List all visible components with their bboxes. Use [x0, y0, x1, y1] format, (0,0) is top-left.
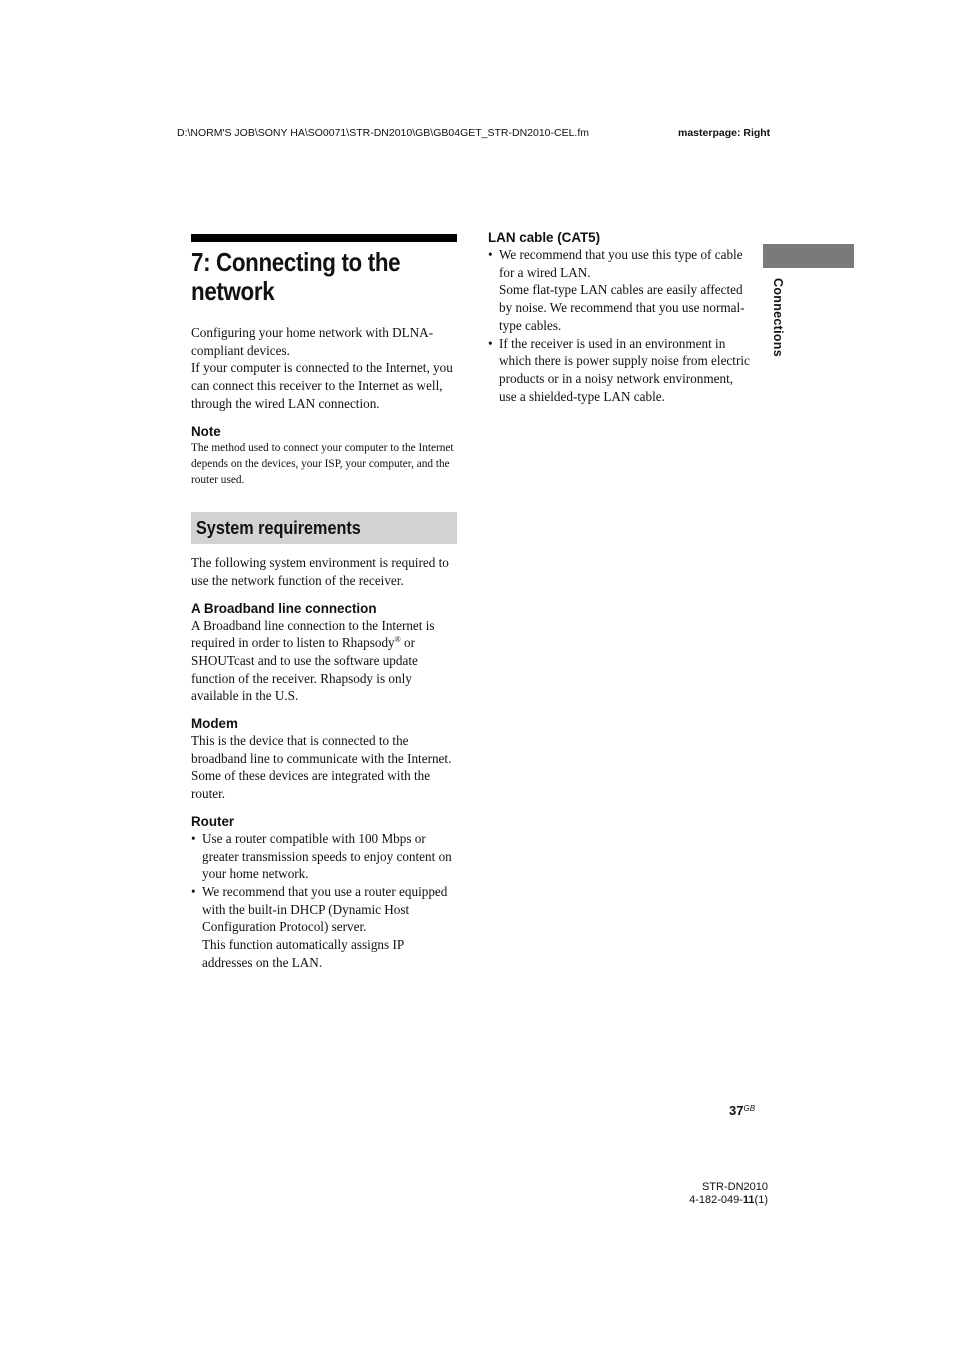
right-column — [488, 230, 750, 405]
model-info — [689, 1181, 768, 1206]
bullet: • — [488, 247, 493, 262]
page-number-value: 37 — [729, 1103, 744, 1118]
page-number-suffix: GB — [743, 1104, 756, 1113]
lan-cable-heading: LAN cable (CAT5) — [488, 230, 601, 245]
bullet: • — [488, 335, 493, 351]
masterpage-label: masterpage: Right — [678, 127, 771, 139]
part-code-suffix: (1) — [754, 1193, 768, 1206]
router-list — [191, 830, 457, 972]
side-tab-label: Connections — [771, 278, 785, 357]
broadband-text — [191, 617, 457, 706]
lan-item-2: If the receiver is used in an environment in which there is power supply noise from electric products or in a noisy network environment, use a shielded-type LAN cable. — [499, 335, 750, 404]
system-requirements-intro: The following system environment is required to use the network function of the receiver. — [191, 555, 449, 588]
list-item — [488, 335, 750, 406]
modem-heading: Modem — [191, 716, 238, 732]
intro-paragraph-2: If your computer is connected to the Internet, you can connect this receiver to the Internet as well, through the wired LAN connection. — [191, 360, 453, 411]
router-item-1: Use a router compatible with 100 Mbps or greater transmission speeds to enjoy content on your home network. — [202, 830, 452, 882]
intro-paragraph-1: Configuring your home network with DLNA-compliant devices. — [191, 325, 434, 358]
lan-item-1: We recommend that you use this type of cable for a wired LAN. — [499, 247, 743, 280]
page-number — [729, 1103, 755, 1118]
page-title: 7: Connecting to the network — [191, 247, 401, 306]
part-code — [689, 1194, 768, 1207]
list-item — [191, 883, 457, 972]
bullet: • — [191, 830, 196, 846]
title-rule — [191, 234, 457, 242]
section-heading-box — [191, 512, 457, 544]
router-heading: Router — [191, 813, 235, 829]
registered-mark: ® — [394, 635, 401, 645]
broadband-text-before: A Broadband line connection to the Internet is required in order to listen to Rhapsody — [191, 617, 435, 651]
note-text: The method used to connect your computer to the Internet depends on the devices, your ISP, your computer, and the router used. — [191, 441, 454, 486]
lan-item-1-extra: Some flat-type LAN cables are easily affected by noise. We recommend that you use normal-type cables. — [499, 282, 745, 333]
part-code-bold: 11 — [742, 1193, 755, 1206]
note-heading: Note — [191, 423, 221, 439]
model-name: STR-DN2010 — [701, 1181, 768, 1193]
file-path-header: D:\NORM'S JOB\SONY HA\SO0071\STR-DN2010\GB\GB04GET_STR-DN2010-CEL.fm — [177, 127, 590, 139]
side-tab — [763, 244, 854, 268]
part-code-prefix: 4-182-049- — [689, 1193, 743, 1206]
list-item — [488, 246, 750, 335]
broadband-heading: A Broadband line connection — [191, 600, 377, 616]
modem-text: This is the device that is connected to the broadband line to communicate with the Internet. Some of these devices are integrated with the router. — [191, 733, 452, 802]
section-heading: System requirements — [196, 517, 361, 538]
left-column — [191, 234, 457, 971]
router-item-2-extra: This function automatically assigns IP addresses on the LAN. — [202, 937, 404, 970]
list-item — [191, 830, 457, 883]
bullet: • — [191, 883, 196, 899]
lan-cable-list — [488, 246, 750, 405]
broadband-text-after: or SHOUTcast and to use the software update function of the receiver. Rhapsody is only available in the U.S. — [191, 635, 418, 704]
router-item-2: We recommend that you use a router equipped with the built-in DHCP (Dynamic Host Configuration Protocol) server. — [202, 883, 448, 935]
